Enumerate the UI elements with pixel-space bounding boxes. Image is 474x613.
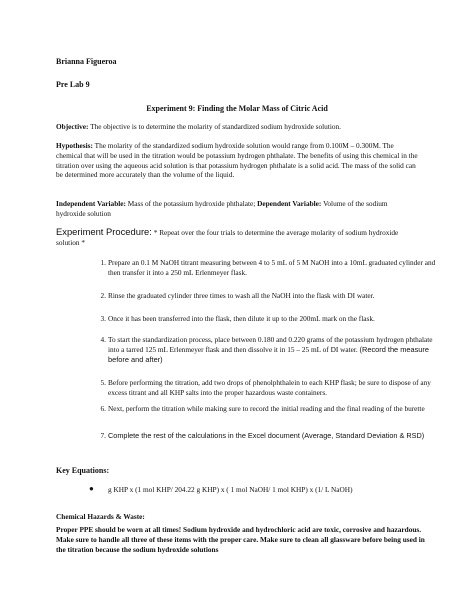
dependent-variable-text: Volume of the sodium hydroxide solution [56, 199, 388, 218]
step-text: Once it has been transferred into the flask, then dilute it up to the 200mL mark on the flask. [108, 314, 375, 323]
hypothesis-label: Hypothesis: [56, 141, 93, 150]
list-item [100, 314, 438, 324]
bullet-icon: ● [89, 484, 94, 493]
step-text: Before performing the titration, add two drops of phenolphthalein to each KHP flask; be sure to dispose of any excess titrant and all KHP salts into the proper hazardous waste containers. [108, 378, 431, 397]
hypothesis-text: The molarity of the standardized sodium hydroxide solution would range from 0.100M – 0.300M. The chemical that will be used in the titration would be potassium hydrogen phthalate. The benefits of using this chemical in the titration over using the aqueous acid solution is that potassium hydrogen phthalate is a solid acid. The mass of the solid can be determined more accurately than the volume of the liquid. [56, 141, 418, 180]
list-item [100, 431, 438, 441]
dependent-variable-label: Dependent Variable: [257, 199, 322, 208]
step-text: To start the standardization process, place between 0.180 and 0.220 grams of the potassium hydrogen phthalate into a tarred 125 mL Erlenmeyer flask and then dissolve it in 15 – 25 mL of DI water. [108, 335, 433, 354]
step-number: 7. [100, 431, 106, 440]
step-note: (Record the measure before and after) [108, 344, 429, 364]
page-title: Experiment 9: Finding the Molar Mass of Citric Acid [146, 104, 328, 113]
step-text: Next, perform the titration while making sure to record the initial reading and the final reading of the burette [108, 404, 425, 413]
objective-label: Objective: [56, 122, 89, 131]
course-label: Pre Lab 9 [56, 80, 90, 89]
objective-text: The objective is to determine the molarity of standardized sodium hydroxide solution. [90, 122, 341, 131]
step-text: Complete the rest of the calculations in the Excel document (Average, Standard Deviation & RSD) [108, 431, 425, 440]
procedure-intro: * Repeat over the four trials to determine the average molarity of sodium hydroxide solution * [56, 228, 399, 247]
step-text: Prepare an 0.1 M NaOH titrant measuring between 4 to 5 mL of 5 M NaOH into a 10mL graduated cylinder and then transfer it into a 250 mL Erlenmeyer flask. [108, 258, 436, 277]
step-number: 2. [100, 291, 106, 300]
hypothesis-section [56, 141, 418, 180]
author-name: Brianna Figueroa [56, 57, 117, 66]
step-number: 3. [100, 314, 106, 323]
hazards-label: Chemical Hazards & Waste: [56, 512, 145, 521]
procedure-section [56, 227, 422, 248]
step-number: 6. [100, 404, 106, 413]
independent-variable-label: Independent Variable: [56, 199, 126, 208]
procedure-label: Experiment Procedure: [56, 226, 152, 237]
step-number: 5. [100, 378, 106, 387]
independent-variable-text: Mass of the potassium hydroxide phthalate; [127, 199, 256, 208]
list-item [100, 258, 438, 278]
key-equations-label: Key Equations: [56, 466, 110, 475]
variables-section [56, 199, 418, 219]
key-equation: g KHP x (1 mol KHP/ 204.22 g KHP) x ( 1 mol NaOH/ 1 mol KHP) x (1/ L NaOH) [108, 485, 353, 494]
objective-section [56, 122, 418, 132]
list-item [100, 291, 438, 301]
list-item [100, 335, 438, 364]
step-number: 4. [100, 335, 106, 344]
hazards-text: Proper PPE should be worn at all times! Sodium hydroxide and hydrochloric acid are toxic, corrosive and hazardous. Make sure to handle all three of these items with the proper care. Make sure to clean all glassware before being used in the titration because the sodium hydroxide solutions [56, 525, 425, 554]
step-text: Rinse the graduated cylinder three times to wash all the NaOH into the flask with DI water. [108, 291, 375, 300]
list-item [100, 378, 438, 398]
list-item [100, 404, 438, 414]
step-number: 1. [100, 258, 106, 267]
